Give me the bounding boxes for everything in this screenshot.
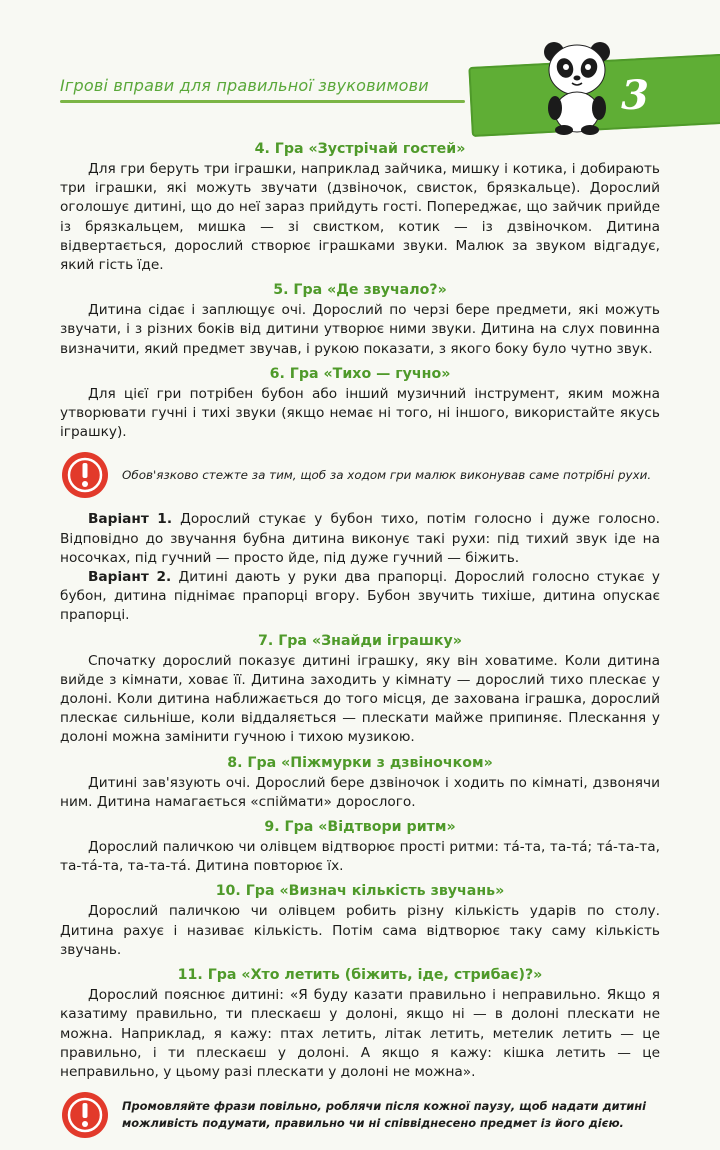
game-title: 8. Гра «Піжмурки з дзвіночком»: [227, 754, 493, 771]
game-6: [60, 365, 660, 443]
page-content: [60, 140, 660, 1150]
variant-label: Варіант 1.: [88, 511, 173, 528]
game-title: 7. Гра «Знайди іграшку»: [258, 632, 462, 649]
exclamation-icon: [60, 1090, 110, 1140]
attention-note: [60, 450, 660, 500]
game-title: 4. Гра «Зустрічай гостей»: [254, 141, 466, 157]
game-4: [60, 140, 660, 275]
game-11: [60, 966, 660, 1082]
panda-icon: [540, 40, 615, 135]
game-title: 9. Гра «Відтвори ритм»: [264, 819, 456, 836]
game-description: Дорослий паличкою чи олівцем робить різну кількість ударів по столу. Дитина рахує і називає кількість. Потім сама відтворює таку саму кількість звучань.: [60, 903, 660, 958]
page-number: 3: [621, 72, 649, 119]
game-description: Дорослий пояснює дитині: «Я буду казати правильно і неправильно. Якщо я казатиму правильно, ти плескаєш у долоні, якщо ні — в долоні плескати не можна. Наприклад, я кажу: птах летить, літак летить, метелик летить — це правильно, і ти плескаєш у долоні. А якщо я кажу: кішка летить — це неправильно, у цьому разі плескати у долоні не можна».: [60, 987, 660, 1080]
note-text: Промовляйте фрази повільно, роблячи після кожної паузу, щоб надати дитині можливість подумати, правильно чи ні співвіднесено предмет із його дією.: [122, 1099, 646, 1131]
game-description: Дитині зав'язують очі. Дорослий бере дзвіночок і ходить по кімнаті, дзвонячи ним. Дитина намагається «спіймати» дорослого.: [60, 774, 660, 810]
game-10: [60, 882, 660, 960]
game-description: Для цієї гри потрібен бубон або інший музичний інструмент, яким можна утворювати гучні і тихі звуки (якщо немає ні того, ні іншого, використайте якусь іграшку).: [60, 385, 660, 441]
header-underline: [60, 100, 465, 103]
game-description: Дорослий паличкою чи олівцем відтворює прості ритми: та́-та, та-та́; та́-та-та, та-та́-та, та-та-та́. Дитина повторює їх.: [60, 839, 660, 875]
variant-text: Дорослий стукає у бубон тихо, потім голосно і дуже голосно. Відповідно до звучання бубна дитина виконує такі рухи: під тихий звук іде на носочках, під гучний — просто йде, під дуже гучний — біжить.: [60, 511, 660, 566]
game-7: [60, 632, 660, 748]
game-9: [60, 818, 660, 876]
header-title: Ігрові вправи для правильної звуковимови: [60, 76, 429, 95]
game-title: 11. Гра «Хто летить (біжить, іде, стрибає)?»: [177, 967, 543, 984]
variant-label: Варіант 2.: [88, 569, 172, 586]
variant-2: [60, 568, 660, 626]
game-title: 10. Гра «Визнач кількість звучань»: [215, 883, 505, 900]
game-title: 6. Гра «Тихо — гучно»: [269, 365, 451, 382]
game-title: 5. Гра «Де звучало?»: [273, 282, 447, 299]
variant-1: [60, 510, 660, 568]
game-8: [60, 754, 660, 812]
game-description: Спочатку дорослий показує дитині іграшку, яку він ховатиме. Коли дитина вийде з кімнати, ховає її. Дитина заходить у кімнату — дорослий тихо плескає у долоні. Коли дитина наближається до того місця, де захована іграшка, дорослий плескає сильніше, коли віддаляється — плескати майже припиняє. Плескання у долоні можна замінити гучною і тихою музикою.: [60, 652, 660, 746]
game-5: [60, 281, 660, 359]
game-description: Для гри беруть три іграшки, наприклад зайчика, мишку і котика, і добирають три іграшки, які можуть звучати (дзвіночок, свисток, брязкальце). Дорослий оголошує дитині, що до неї зараз прийдуть гості. Попереджає, що зайчик прийде із брязкальцем, мишка — зі свистком, котик — із дзвіночком. Дитина відвертається, дорослий створює іграшками звуки. Малюк за звуком відгадує, який гість їде.: [60, 161, 660, 274]
exclamation-icon: [60, 450, 110, 500]
variants: [60, 510, 660, 625]
variant-text: Дитині дають у руки два прапорці. Дорослий голосно стукає у бубон, дитина піднімає прапорці вгору. Бубон звучить тихіше, дитина опускає прапорці.: [60, 569, 660, 624]
tip-note: [60, 1090, 660, 1140]
game-description: Дитина сідає і заплющує очі. Дорослий по черзі бере предмети, які можуть звучати, і з різних боків від дитини утворює ними звуки. Дитина на слух повинна визначити, який предмет звучав, і рукою показати, з якого боку було чутно звук.: [60, 302, 660, 357]
note-text: Обов'язково стежте за тим, щоб за ходом гри малюк виконував саме потрібні рухи.: [122, 467, 652, 482]
